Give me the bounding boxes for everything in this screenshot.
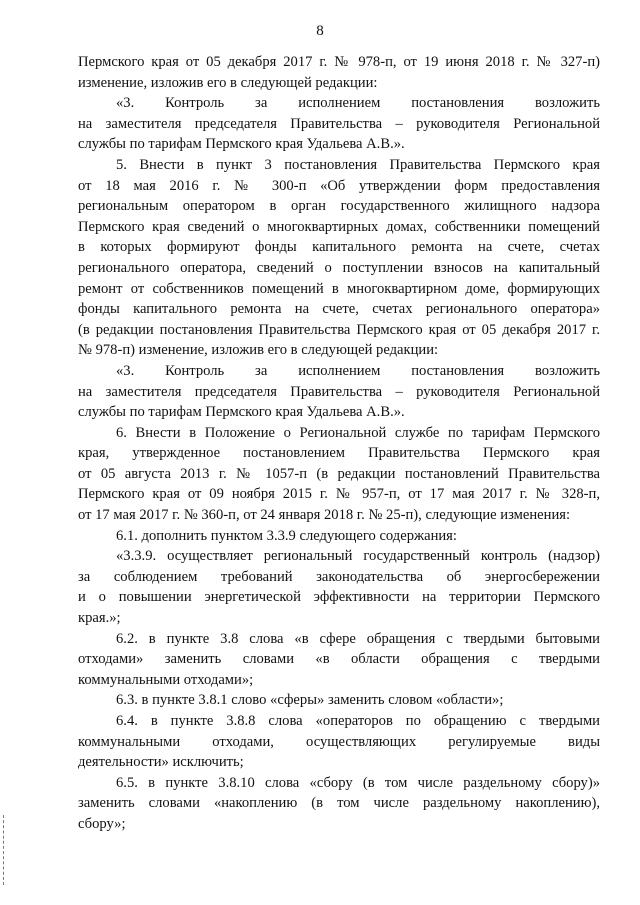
paragraph-5-line: ремонт от собственников помещений в многоквартирном доме, формирующих xyxy=(78,280,600,297)
paragraph-5-line: № 978-п) изменение, изложив его в следующей редакции: xyxy=(78,342,439,359)
item-6-2-line: отходами» заменить словами «в области обращения с твердыми xyxy=(78,651,600,668)
quote-line: на заместителя председателя Правительства – руководителя Региональной xyxy=(78,383,600,400)
paragraph-6-line: Пермского края от 09 ноября 2015 г. № 957-п, от 17 мая 2017 г. № 328-п, xyxy=(78,486,600,503)
paragraph-6-line: от 05 августа 2013 г. № 1057-п (в редакции постановлений Правительства xyxy=(78,465,600,482)
paragraph-5-line: в которых формируют фонды капитального ремонта на счете, счетах xyxy=(78,239,600,256)
paragraph-6-line: края, утвержденное постановлением Правительства Пермского края xyxy=(78,445,600,462)
quote-line: службы по тарифам Пермского края Удальева А.В.». xyxy=(78,404,405,421)
paragraph-6-line: от 17 мая 2017 г. № 360-п, от 24 января 2018 г. № 25-п), следующие изменения: xyxy=(78,507,571,524)
text-line: изменение, изложив его в следующей редакции: xyxy=(78,74,378,91)
quote-line: «3. Контроль за исполнением постановления возложить xyxy=(116,95,600,112)
paragraph-5-line: Пермского края сведений о многоквартирных домах, собственники помещений xyxy=(78,218,600,235)
paragraph-6-line: 6. Внести в Положение о Региональной службе по тарифам Пермского xyxy=(116,424,600,441)
quote-line: на заместителя председателя Правительства – руководителя Региональной xyxy=(78,115,600,132)
item-6-4-line: коммунальными отходами, осуществляющих регулируемые виды xyxy=(78,733,600,750)
item-6-4-line: 6.4. в пункте 3.8.8 слова «операторов по обращению с твердыми xyxy=(116,713,600,729)
item-6-2-line: коммунальными отходами»; xyxy=(78,671,254,688)
quote-line: службы по тарифам Пермского края Удальева А.В.». xyxy=(78,136,405,153)
item-6-5-line: заменить словами «накоплению (в том числе раздельному накоплению), xyxy=(78,795,600,812)
page-number: 8 xyxy=(316,23,324,39)
scan-edge-mark xyxy=(3,815,6,885)
item-6-5-line: сбору»; xyxy=(78,815,126,832)
paragraph-5-line: от 18 мая 2016 г. № 300-п «Об утверждении форм предоставления xyxy=(78,177,600,194)
document-body xyxy=(78,52,600,835)
item-3-3-9-line: края.»; xyxy=(78,610,121,627)
paragraph-5-line: 5. Внести в пункт 3 постановления Правительства Пермского края xyxy=(116,156,600,173)
paragraph-5-line: (в редакции постановления Правительства Пермского края от 05 декабря 2017 г. xyxy=(78,321,600,338)
paragraph-5-line: регионального оператора, сведений о поступлении взносов на капитальный xyxy=(78,259,600,276)
item-6-2-line: 6.2. в пункте 3.8 слова «в сфере обращения с твердыми бытовыми xyxy=(116,630,600,647)
paragraph-5-line: региональным оператором в орган государственного жилищного надзора xyxy=(78,198,600,215)
item-3-3-9-line: и о повышении энергетической эффективности на территории Пермского xyxy=(78,589,600,606)
item-6-3-line: 6.3. в пункте 3.8.1 слово «сферы» заменить словом «области»; xyxy=(116,692,504,709)
item-3-3-9-line: за соблюдением требований законодательства об энергосбережении xyxy=(78,568,600,585)
quote-line: «3. Контроль за исполнением постановления возложить xyxy=(116,362,600,379)
item-6-1-line: 6.1. дополнить пунктом 3.3.9 следующего содержания: xyxy=(116,527,457,544)
item-6-5-line: 6.5. в пункте 3.8.10 слова «сбору (в том числе раздельному сбору)» xyxy=(116,774,600,791)
paragraph-5-line: фонды капитального ремонта на счете, счетах регионального оператора» xyxy=(78,301,600,318)
item-6-4-line: деятельности» исключить; xyxy=(78,754,244,771)
item-3-3-9-line: «3.3.9. осуществляет региональный государственный контроль (надзор) xyxy=(116,548,600,565)
text-line: Пермского края от 05 декабря 2017 г. № 978-п, от 19 июня 2018 г. № 327-п) xyxy=(78,54,600,70)
